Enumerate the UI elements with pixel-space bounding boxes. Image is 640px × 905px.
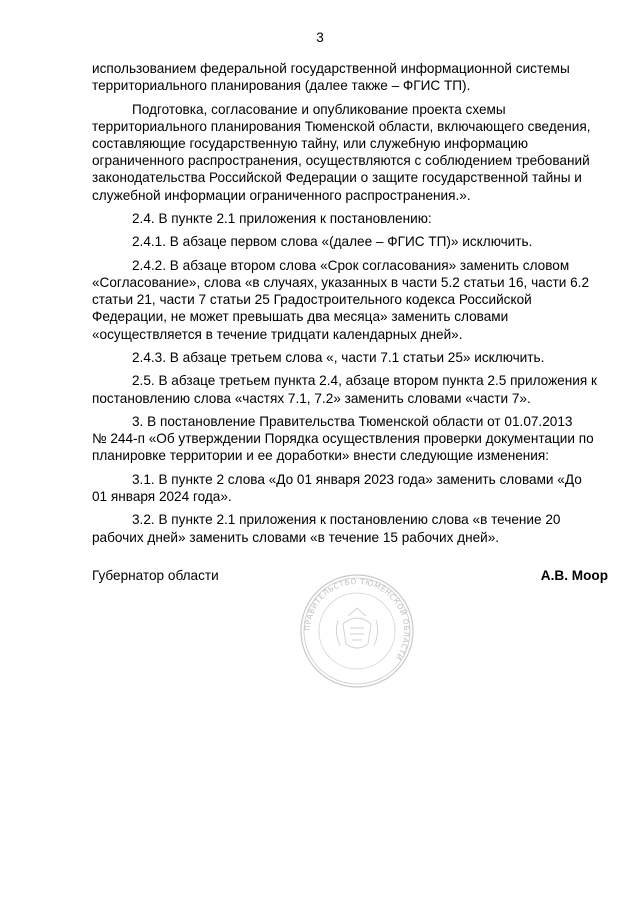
paragraph-2-4-1: 2.4.1. В абзаце первом слова «(далее – ФГИС ТП)» исключить. <box>132 234 533 250</box>
paragraph-3: 3. В постановление Правительства Тюменской области от 01.07.2013 № 244-п «Об утверждении Порядка осуществления проверки документации по планировке территории и ее доработки» внести следующие изменения: <box>92 413 594 464</box>
signer-name: А.В. Моор <box>540 568 608 583</box>
signer-title: Губернатор области <box>92 568 219 583</box>
seal-text: ПРАВИТЕЛЬСТВО ТЮМЕНСКОЙ ОБЛАСТИ <box>302 576 412 662</box>
paragraph-continuation: использованием федеральной государственной информационной системы территориального планирования (далее также – ФГИС ТП). <box>92 61 570 94</box>
document-body <box>92 60 608 552</box>
paragraph-2-5: 2.5. В абзаце третьем пункта 2.4, абзаце втором пункта 2.5 приложения к постановлению слова «частях 7.1, 7.2» заменить словами «части 7». <box>92 373 597 406</box>
paragraph-2-4-2: 2.4.2. В абзаце втором слова «Срок согласования» заменить словом «Согласование», слова «в случаях, указанных в части 5.2 статьи 16, части 6.2 статьи 21, части 7 статьи 25 Градостроительного кодекса Российской Федерации, не может превышать два месяца» заменить словами «осуществляется в течение тридцати календарных дней». <box>92 257 590 342</box>
signature-block <box>92 568 608 688</box>
paragraph-2-4: 2.4. В пункте 2.1 приложения к постановлению: <box>132 211 432 226</box>
official-seal <box>298 572 416 690</box>
paragraph-3-2: 3.2. В пункте 2.1 приложения к постановлению слова «в течение 20 рабочих дней» заменить словами «в течение 15 рабочих дней». <box>92 512 561 545</box>
paragraph-3-1: 3.1. В пункте 2 слова «До 01 января 2023 года» заменить словами «До 01 января 2024 года». <box>92 471 582 504</box>
page-number: 3 <box>316 30 324 45</box>
paragraph-preparation: Подготовка, согласование и опубликование проекта схемы территориального планирования Тюменской области, включающего сведения, составляющие государственную тайну, или служебную информацию ограниченного распространения, осуществляются с соблюдением требований законодательства Российской Федерации о защите государственной тайны и служебной информации ограниченного распространения.». <box>92 101 591 203</box>
paragraph-2-4-3: 2.4.3. В абзаце третьем слова «, части 7.1 статьи 25» исключить. <box>132 349 545 365</box>
